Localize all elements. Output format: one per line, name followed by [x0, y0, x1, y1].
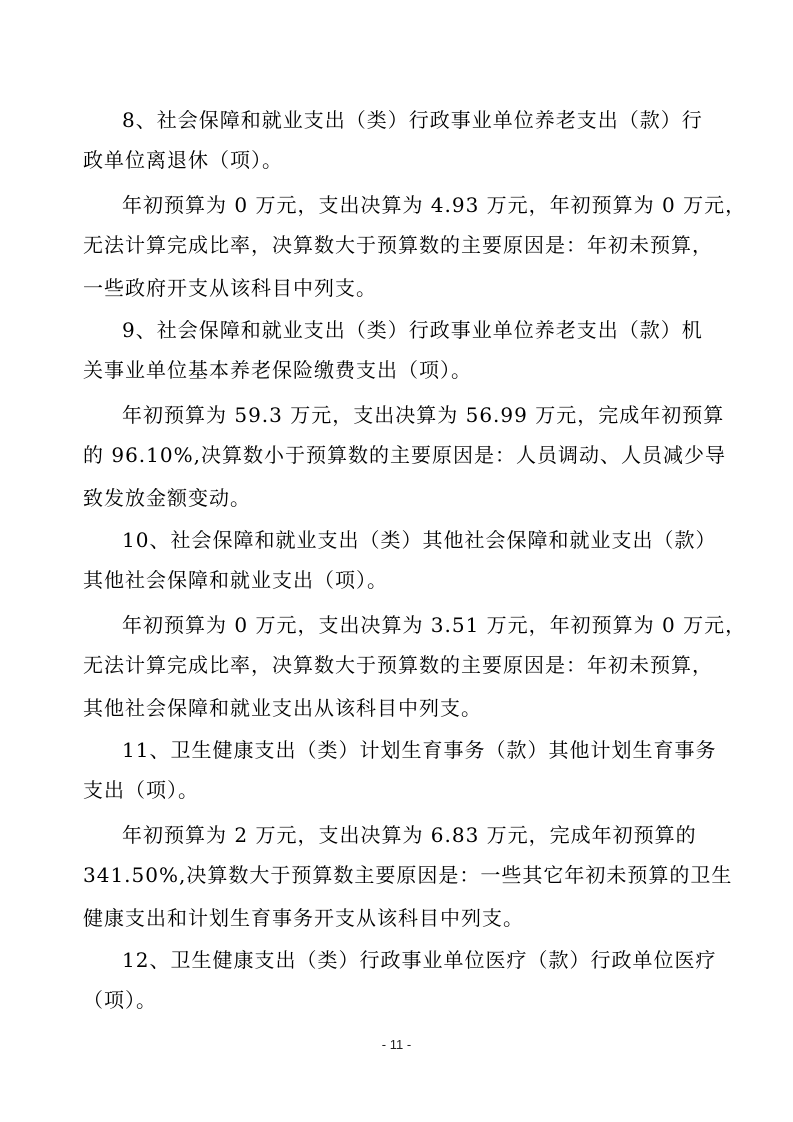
item-9-body-line-1: 年初预算为 59.3 万元，支出决算为 56.99 万元，完成年初预算 [122, 403, 725, 427]
item-10-body-line-3: 其他社会保障和就业支出从该科目中列支。 [83, 696, 482, 720]
item-10-heading-line-1: 10、社会保障和就业支出（类）其他社会保障和就业支出（款） [122, 528, 717, 552]
item-8-heading-line-1: 8、社会保障和就业支出（类）行政事业单位养老支出（款）行 [122, 108, 703, 132]
item-10-heading-line-2: 其他社会保障和就业支出（项）。 [83, 568, 388, 592]
item-8-body-line-1: 年初预算为 0 万元，支出决算为 4.93 万元，年初预算为 0 万元， [122, 193, 747, 217]
item-8-body-line-3: 一些政府开支从该科目中列支。 [83, 276, 377, 300]
item-10-body-line-1: 年初预算为 0 万元，支出决算为 3.51 万元，年初预算为 0 万元， [122, 613, 747, 637]
item-8-heading-line-2: 政单位离退休（项）。 [83, 148, 283, 172]
item-9-body-line-3: 致发放金额变动。 [83, 486, 251, 510]
item-11-body-line-1: 年初预算为 2 万元，支出决算为 6.83 万元，完成年初预算的 [122, 823, 697, 847]
item-8-body-line-2: 无法计算完成比率，决算数大于预算数的主要原因是：年初未预算， [83, 233, 713, 257]
item-9-body-line-2: 的 96.10%,决算数小于预算数的主要原因是：人员调动、人员减少导 [83, 443, 726, 467]
item-12-heading-line-1: 12、卫生健康支出（类）行政事业单位医疗（款）行政单位医疗 [122, 948, 717, 972]
page-number: - 11 - [381, 1037, 412, 1052]
item-9-heading-line-2: 关事业单位基本养老保险缴费支出（项）。 [83, 358, 472, 382]
item-11-body-line-2: 341.50%,决算数大于预算数主要原因是：一些其它年初未预算的卫生 [83, 863, 733, 887]
item-9-heading-line-1: 9、社会保障和就业支出（类）行政事业单位养老支出（款）机 [122, 318, 703, 342]
item-11-heading-line-1: 11、卫生健康支出（类）计划生育事务（款）其他计划生育事务 [122, 738, 717, 762]
item-11-heading-line-2: 支出（项）。 [83, 778, 199, 802]
item-12-heading-line-2: （项）。 [83, 988, 157, 1012]
item-10-body-line-2: 无法计算完成比率，决算数大于预算数的主要原因是：年初未预算， [83, 653, 713, 677]
item-11-body-line-3: 健康支出和计划生育事务开支从该科目中列支。 [83, 906, 524, 930]
